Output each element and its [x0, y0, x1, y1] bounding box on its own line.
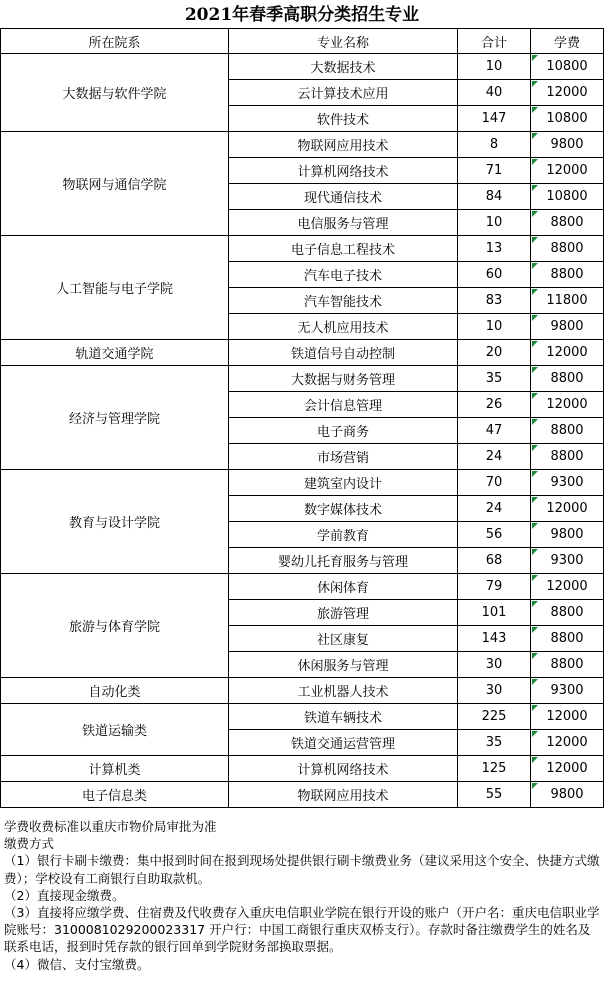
fee-cell: 9300 — [531, 678, 604, 704]
table-row — [1, 574, 604, 600]
table-row — [1, 366, 604, 392]
total-cell: 30 — [458, 652, 531, 678]
table-row — [1, 756, 604, 782]
department-cell: 物联网与通信学院 — [1, 132, 229, 236]
header-fee: 学费 — [531, 29, 604, 54]
major-cell: 数字媒体技术 — [229, 496, 458, 522]
note-mobile-payment: （4）微信、支付宝缴费。 — [4, 956, 150, 972]
total-cell: 84 — [458, 184, 531, 210]
fee-cell: 12000 — [531, 574, 604, 600]
majors-table — [0, 28, 604, 808]
department-cell: 铁道运输类 — [1, 704, 229, 756]
total-cell: 143 — [458, 626, 531, 652]
major-cell: 市场营销 — [229, 444, 458, 470]
header-department: 所在院系 — [1, 29, 229, 54]
fee-cell: 8800 — [531, 652, 604, 678]
fee-cell: 10800 — [531, 184, 604, 210]
fee-cell: 9800 — [531, 782, 604, 808]
fee-cell: 8800 — [531, 262, 604, 288]
total-cell: 13 — [458, 236, 531, 262]
header-total: 合计 — [458, 29, 531, 54]
fee-cell: 9300 — [531, 548, 604, 574]
fee-cell: 12000 — [531, 392, 604, 418]
department-cell: 旅游与体育学院 — [1, 574, 229, 678]
department-cell: 教育与设计学院 — [1, 470, 229, 574]
total-cell: 47 — [458, 418, 531, 444]
department-cell: 轨道交通学院 — [1, 340, 229, 366]
major-cell: 电信服务与管理 — [229, 210, 458, 236]
major-cell: 无人机应用技术 — [229, 314, 458, 340]
total-cell: 70 — [458, 470, 531, 496]
fee-cell: 12000 — [531, 756, 604, 782]
total-cell: 10 — [458, 314, 531, 340]
major-cell: 云计算技术应用 — [229, 80, 458, 106]
total-cell: 79 — [458, 574, 531, 600]
major-cell: 物联网应用技术 — [229, 132, 458, 158]
major-cell: 铁道信号自动控制 — [229, 340, 458, 366]
fee-cell: 12000 — [531, 704, 604, 730]
fee-cell: 8800 — [531, 210, 604, 236]
fee-cell: 9800 — [531, 522, 604, 548]
major-cell: 计算机网络技术 — [229, 158, 458, 184]
page-title: 2021年春季高职分类招生专业 — [184, 5, 420, 25]
table-row — [1, 704, 604, 730]
major-cell: 社区康复 — [229, 626, 458, 652]
fee-cell: 11800 — [531, 288, 604, 314]
major-cell: 休闲体育 — [229, 574, 458, 600]
major-cell: 婴幼儿托育服务与管理 — [229, 548, 458, 574]
fee-cell: 8800 — [531, 418, 604, 444]
fee-cell: 12000 — [531, 158, 604, 184]
table-row — [1, 236, 604, 262]
table-row — [1, 132, 604, 158]
total-cell: 35 — [458, 366, 531, 392]
major-cell: 铁道交通运营管理 — [229, 730, 458, 756]
department-cell: 经济与管理学院 — [1, 366, 229, 470]
total-cell: 26 — [458, 392, 531, 418]
total-cell: 83 — [458, 288, 531, 314]
fee-cell: 9300 — [531, 470, 604, 496]
fee-cell: 12000 — [531, 80, 604, 106]
department-cell: 大数据与软件学院 — [1, 54, 229, 132]
total-cell: 56 — [458, 522, 531, 548]
major-cell: 大数据与财务管理 — [229, 366, 458, 392]
table-row — [1, 470, 604, 496]
note-payment-heading: 缴费方式 — [4, 836, 55, 852]
fee-cell: 8800 — [531, 626, 604, 652]
major-cell: 大数据技术 — [229, 54, 458, 80]
fee-cell: 8800 — [531, 236, 604, 262]
major-cell: 汽车智能技术 — [229, 288, 458, 314]
department-cell: 计算机类 — [1, 756, 229, 782]
total-cell: 101 — [458, 600, 531, 626]
note-fee-standard: 学费收费标准以重庆市物价局审批为准 — [4, 819, 217, 834]
total-cell: 55 — [458, 782, 531, 808]
header-major: 专业名称 — [229, 29, 458, 54]
fee-cell: 8800 — [531, 366, 604, 392]
department-cell: 电子信息类 — [1, 782, 229, 808]
fee-cell: 8800 — [531, 444, 604, 470]
total-cell: 8 — [458, 132, 531, 158]
major-cell: 铁道车辆技术 — [229, 704, 458, 730]
total-cell: 35 — [458, 730, 531, 756]
total-cell: 71 — [458, 158, 531, 184]
major-cell: 学前教育 — [229, 522, 458, 548]
total-cell: 24 — [458, 496, 531, 522]
total-cell: 10 — [458, 210, 531, 236]
major-cell: 计算机网络技术 — [229, 756, 458, 782]
fee-cell: 12000 — [531, 340, 604, 366]
total-cell: 225 — [458, 704, 531, 730]
major-cell: 电子商务 — [229, 418, 458, 444]
major-cell: 会计信息管理 — [229, 392, 458, 418]
fee-cell: 8800 — [531, 600, 604, 626]
total-cell: 10 — [458, 54, 531, 80]
note-card-payment: （1）银行卡刷卡缴费：集中报到时间在报到现场处提供银行刷卡缴费业务（建议采用这个安全、快捷方式缴费）；学校设有工商银行自助取款机。 — [4, 853, 600, 886]
department-cell: 自动化类 — [1, 678, 229, 704]
department-cell: 人工智能与电子学院 — [1, 236, 229, 340]
total-cell: 20 — [458, 340, 531, 366]
fee-cell: 9800 — [531, 132, 604, 158]
table-row — [1, 340, 604, 366]
major-cell: 电子信息工程技术 — [229, 236, 458, 262]
total-cell: 68 — [458, 548, 531, 574]
major-cell: 工业机器人技术 — [229, 678, 458, 704]
total-cell: 60 — [458, 262, 531, 288]
fee-cell: 12000 — [531, 496, 604, 522]
fee-cell: 10800 — [531, 106, 604, 132]
major-cell: 休闲服务与管理 — [229, 652, 458, 678]
payment-notes — [4, 818, 600, 973]
total-cell: 147 — [458, 106, 531, 132]
note-bank-deposit: （3）直接将应缴学费、住宿费及代收费存入重庆电信职业学院在银行开设的账户（开户名：重庆电信职业学院账号：3100081029200023317 开户行：中国工商银行重庆双桥支行）。存款时备注缴费学生的姓名及联系电话，报到时凭存款的银行回单到学院财务部换取票据。 — [4, 905, 600, 955]
total-cell: 30 — [458, 678, 531, 704]
table-row — [1, 54, 604, 80]
fee-cell: 9800 — [531, 314, 604, 340]
note-cash-payment: （2）直接现金缴费。 — [4, 887, 125, 903]
major-cell: 现代通信技术 — [229, 184, 458, 210]
table-row — [1, 782, 604, 808]
major-cell: 建筑室内设计 — [229, 470, 458, 496]
major-cell: 汽车电子技术 — [229, 262, 458, 288]
major-cell: 物联网应用技术 — [229, 782, 458, 808]
table-header-row — [1, 29, 604, 54]
fee-cell: 10800 — [531, 54, 604, 80]
total-cell: 24 — [458, 444, 531, 470]
table-row — [1, 678, 604, 704]
total-cell: 125 — [458, 756, 531, 782]
fee-cell: 12000 — [531, 730, 604, 756]
total-cell: 40 — [458, 80, 531, 106]
major-cell: 旅游管理 — [229, 600, 458, 626]
major-cell: 软件技术 — [229, 106, 458, 132]
